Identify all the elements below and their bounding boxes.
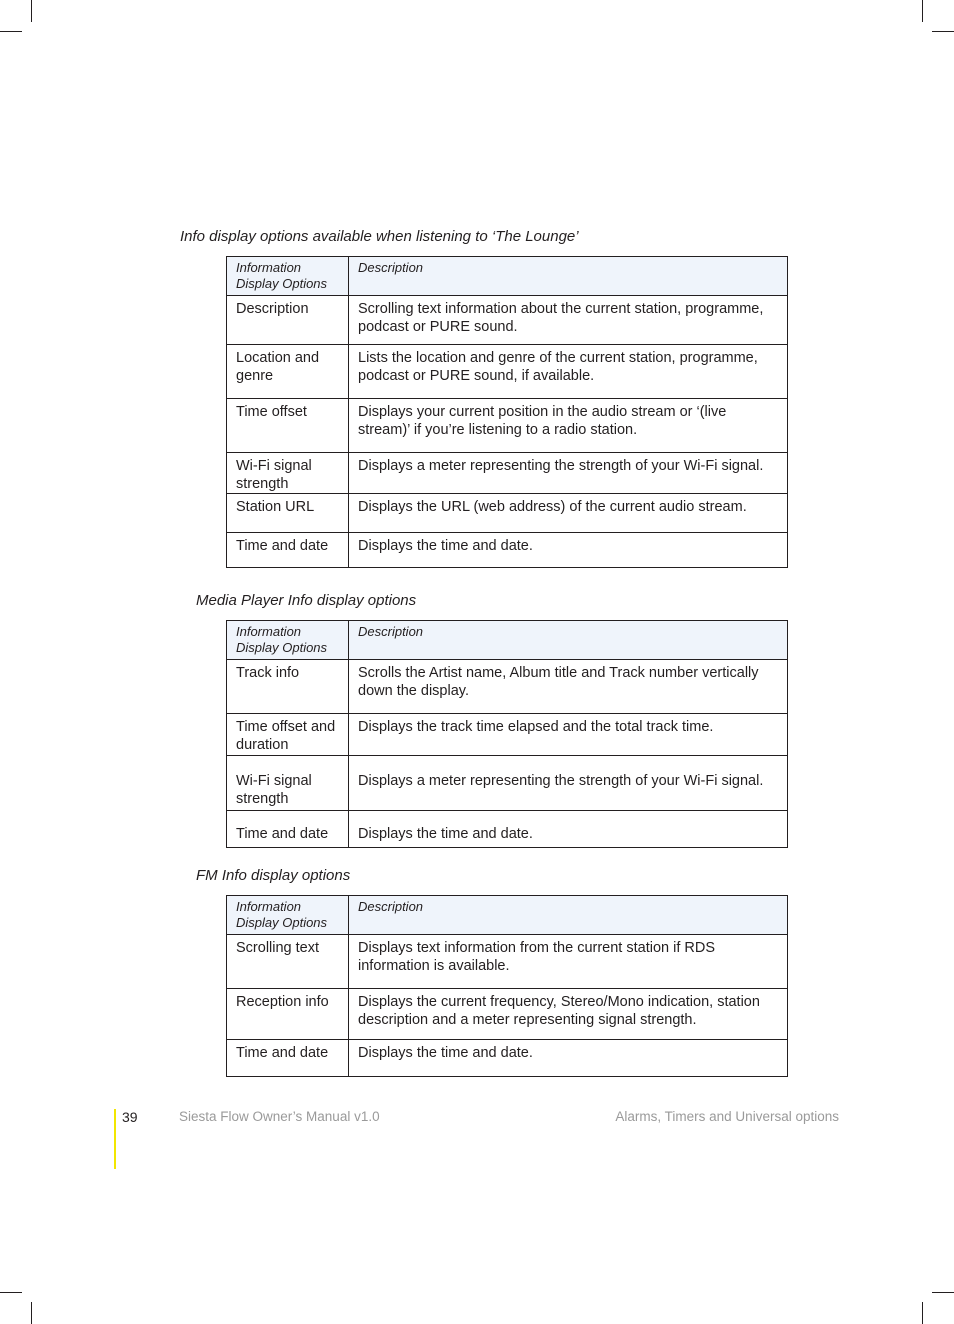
header-options: Information Display Options	[227, 257, 349, 296]
crop-mark	[932, 31, 954, 32]
table-row	[227, 756, 788, 811]
option-cell: Station URL	[227, 494, 349, 533]
table-row	[227, 345, 788, 399]
option-cell: Reception info	[227, 989, 349, 1040]
table-row	[227, 296, 788, 345]
table-row	[227, 935, 788, 989]
option-cell: Track info	[227, 660, 349, 714]
crop-mark	[31, 0, 32, 22]
table-row	[227, 399, 788, 453]
table-row	[227, 811, 788, 848]
header-options: Information Display Options	[227, 621, 349, 660]
table-header-row	[227, 257, 788, 296]
header-description: Description	[349, 621, 788, 660]
option-cell: Wi-Fi signal strength	[227, 453, 349, 494]
description-cell: Lists the location and genre of the current station, programme, podcast or PURE sound, if available.	[349, 345, 788, 399]
footer-accent-bar	[114, 1109, 116, 1169]
table-row	[227, 660, 788, 714]
description-cell: Displays the time and date.	[349, 1040, 788, 1077]
description-cell: Scrolls the Artist name, Album title and Track number vertically down the display.	[349, 660, 788, 714]
option-cell: Wi-Fi signal strength	[227, 756, 349, 811]
table-row	[227, 714, 788, 756]
description-cell: Displays your current position in the audio stream or ‘(live stream)’ if you’re listening to a radio station.	[349, 399, 788, 453]
crop-mark	[922, 0, 923, 22]
crop-mark	[922, 1302, 923, 1324]
description-cell: Displays text information from the current station if RDS information is available.	[349, 935, 788, 989]
description-cell: Displays a meter representing the strength of your Wi-Fi signal.	[349, 453, 788, 494]
crop-mark	[932, 1292, 954, 1293]
lounge-info-table	[226, 256, 788, 568]
crop-mark	[31, 1302, 32, 1324]
table-row	[227, 453, 788, 494]
header-options: Information Display Options	[227, 896, 349, 935]
table-row	[227, 494, 788, 533]
description-cell: Displays the track time elapsed and the total track time.	[349, 714, 788, 756]
option-cell: Description	[227, 296, 349, 345]
option-cell: Location and genre	[227, 345, 349, 399]
description-cell: Displays the time and date.	[349, 811, 788, 848]
media-player-info-table	[226, 620, 788, 848]
table-header-row	[227, 896, 788, 935]
description-cell: Displays the current frequency, Stereo/Mono indication, station description and a meter representing signal strength.	[349, 989, 788, 1040]
table-caption: FM Info display options	[196, 867, 351, 884]
option-cell: Time and date	[227, 1040, 349, 1077]
table-row	[227, 989, 788, 1040]
option-cell: Scrolling text	[227, 935, 349, 989]
option-cell: Time and date	[227, 811, 349, 848]
table-caption: Media Player Info display options	[196, 592, 417, 609]
description-cell: Scrolling text information about the current station, programme, podcast or PURE sound.	[349, 296, 788, 345]
fm-info-table	[226, 895, 788, 1077]
description-cell: Displays a meter representing the strength of your Wi-Fi signal.	[349, 756, 788, 811]
table-header-row	[227, 621, 788, 660]
header-description: Description	[349, 257, 788, 296]
table-row	[227, 533, 788, 568]
page-number: 39	[122, 1109, 138, 1125]
option-cell: Time offset and duration	[227, 714, 349, 756]
section-title: Alarms, Timers and Universal options	[615, 1109, 839, 1124]
crop-mark	[0, 31, 22, 32]
description-cell: Displays the URL (web address) of the current audio stream.	[349, 494, 788, 533]
table-caption: Info display options available when listening to ‘The Lounge’	[180, 228, 579, 245]
description-cell: Displays the time and date.	[349, 533, 788, 568]
table-row	[227, 1040, 788, 1077]
header-description: Description	[349, 896, 788, 935]
option-cell: Time and date	[227, 533, 349, 568]
manual-title: Siesta Flow Owner’s Manual v1.0	[179, 1109, 380, 1124]
crop-mark	[0, 1292, 22, 1293]
option-cell: Time offset	[227, 399, 349, 453]
